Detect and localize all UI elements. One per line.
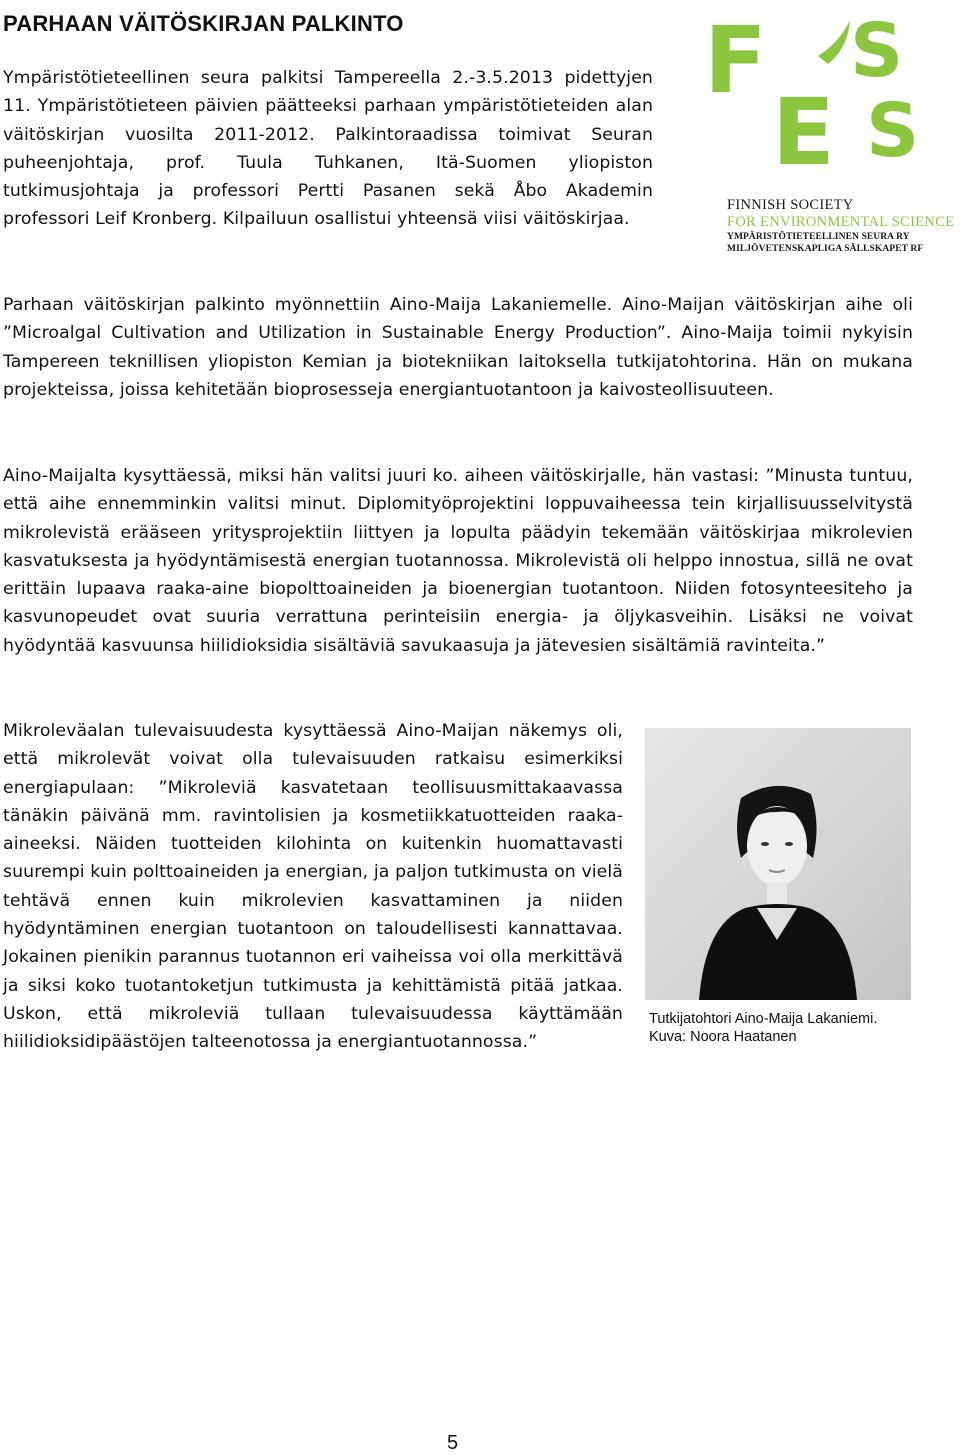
logo-letter-e: E [772, 79, 835, 186]
paragraph-interview-topic: Aino-Maijalta kysyttäessä, miksi hän valitsi juuri ko. aiheen väitöskirjalle, hän vastasi: ”Minusta tuntuu, että aihe ennemminkin valitsi minut. Diplomityöprojektini loppuvaiheessa tein kirjallisuusselvitystä mikrolevistä erääseen yritysprojektiin liittyen ja lopulta päädyin tekemään väitöskirjaa mikrolevien kasvatuksesta ja hyödyntämisestä energian tuotannossa. Mikrolevistä oli helppo innostua, sillä ne ovat erittäin lupaava raaka-aine biopolttoaineiden ja bioenergian tuotantoon. Niiden fotosynteesiteho ja kasvunopeudet ovat suuria verrattuna perinteisiin energia- ja öljykasveihin. Lisäksi ne voivat hyödyntää kasvuunsa hiilidioksidia sisältäviä savukaasuja ja jätevesien sisältämiä ravinteita.” [3, 466, 913, 656]
logo-letter-f: F [704, 12, 767, 114]
logo-leaf-accent [818, 20, 850, 64]
logo-letter-s-bottom: S [866, 88, 920, 174]
caption-line-name: Tutkijatohtori Aino-Maija Lakaniemi. [649, 1011, 878, 1027]
photo-caption [649, 1010, 919, 1046]
portrait-photo [645, 728, 911, 1000]
portrait-image [645, 728, 911, 1000]
logo-letter-s-top: S [850, 12, 904, 94]
fses-logo-mark [700, 12, 958, 202]
page-number: 5 [447, 1432, 459, 1454]
paragraph-interview-future: Mikroleväalan tulevaisuudesta kysyttäessä Aino-Maijan näkemys oli, että mikrolevät voivat olla tulevaisuuden ratkaisu esimerkiksi energiapulaan: ”Mikroleviä kasvatetaan teollisuusmittakaavassa tänäkin päivänä mm. ravintolisien ja kosmetiikkatuotteiden raaka-aineeksi. Näiden tuotteiden kilohinta on kuitenkin huomattavasti suurempi kuin polttoaineiden ja energian, ja paljon tutkimusta on vielä tehtävä ennen kuin mikrolevien kasvattaminen ja niiden hyödyntäminen energian tuotantoon on taloudellisesti kannattavaa. Jokainen pienikin parannus tuotannon eri vaiheissa voi olla merkittävä ja siksi koko tuotantoketjun tutkimusta ja kehittämistä pitää jatkaa. Uskon, että mikroleviä tullaan tulevaisuudessa käyttämään hiilidioksidipäästöjen talteenotossa ja energiantuotannossa.” [3, 721, 623, 1053]
logo-line-finnish: YMPÄRISTÖTIETEELLINEN SEURA RY [727, 232, 910, 242]
logo-text [727, 197, 959, 255]
page-title: PARHAAN VÄITÖSKIRJAN PALKINTO [3, 11, 404, 36]
paragraph-award-intro: Ympäristötieteellinen seura palkitsi Tampereella 2.-3.5.2013 pidettyjen 11. Ympäristötieteen päivien päätteeksi parhaan ympäristötieteiden alan väitöskirjan vuosilta 2011-2012. Palkintoraadissa toimivat Seuran puheenjohtaja, prof. Tuula Tuhkanen, Itä-Suomen yliopiston tutkimusjohtaja ja professori Pertti Pasanen sekä Åbo Akademin professori Leif Kronberg. Kilpailuun osallistui yhteensä viisi väitöskirjaa. [3, 68, 653, 230]
logo-line-swedish: MILJÖVETENSKAPLIGA SÄLLSKAPET RF [727, 244, 924, 254]
paragraph-winner: Parhaan väitöskirjan palkinto myönnettiin Aino-Maija Lakaniemelle. Aino-Maijan väitöskirjan aihe oli ”Microalgal Cultivation and Utilization in Sustainable Energy Production”. Aino-Maija toimii nykyisin Tampereen teknillisen yliopiston Kemian ja biotekniikan laitoksella tutkijatohtorina. Hän on mukana projekteissa, joissa kehitetään bioprosesseja energiantuotantoon ja kaivosteollisuuteen. [3, 295, 913, 400]
caption-line-credit: Kuva: Noora Haatanen [649, 1029, 797, 1045]
logo-line-society: FINNISH SOCIETY [727, 197, 854, 213]
logo-line-environmental: FOR ENVIRONMENTAL SCIENCE [727, 214, 955, 230]
